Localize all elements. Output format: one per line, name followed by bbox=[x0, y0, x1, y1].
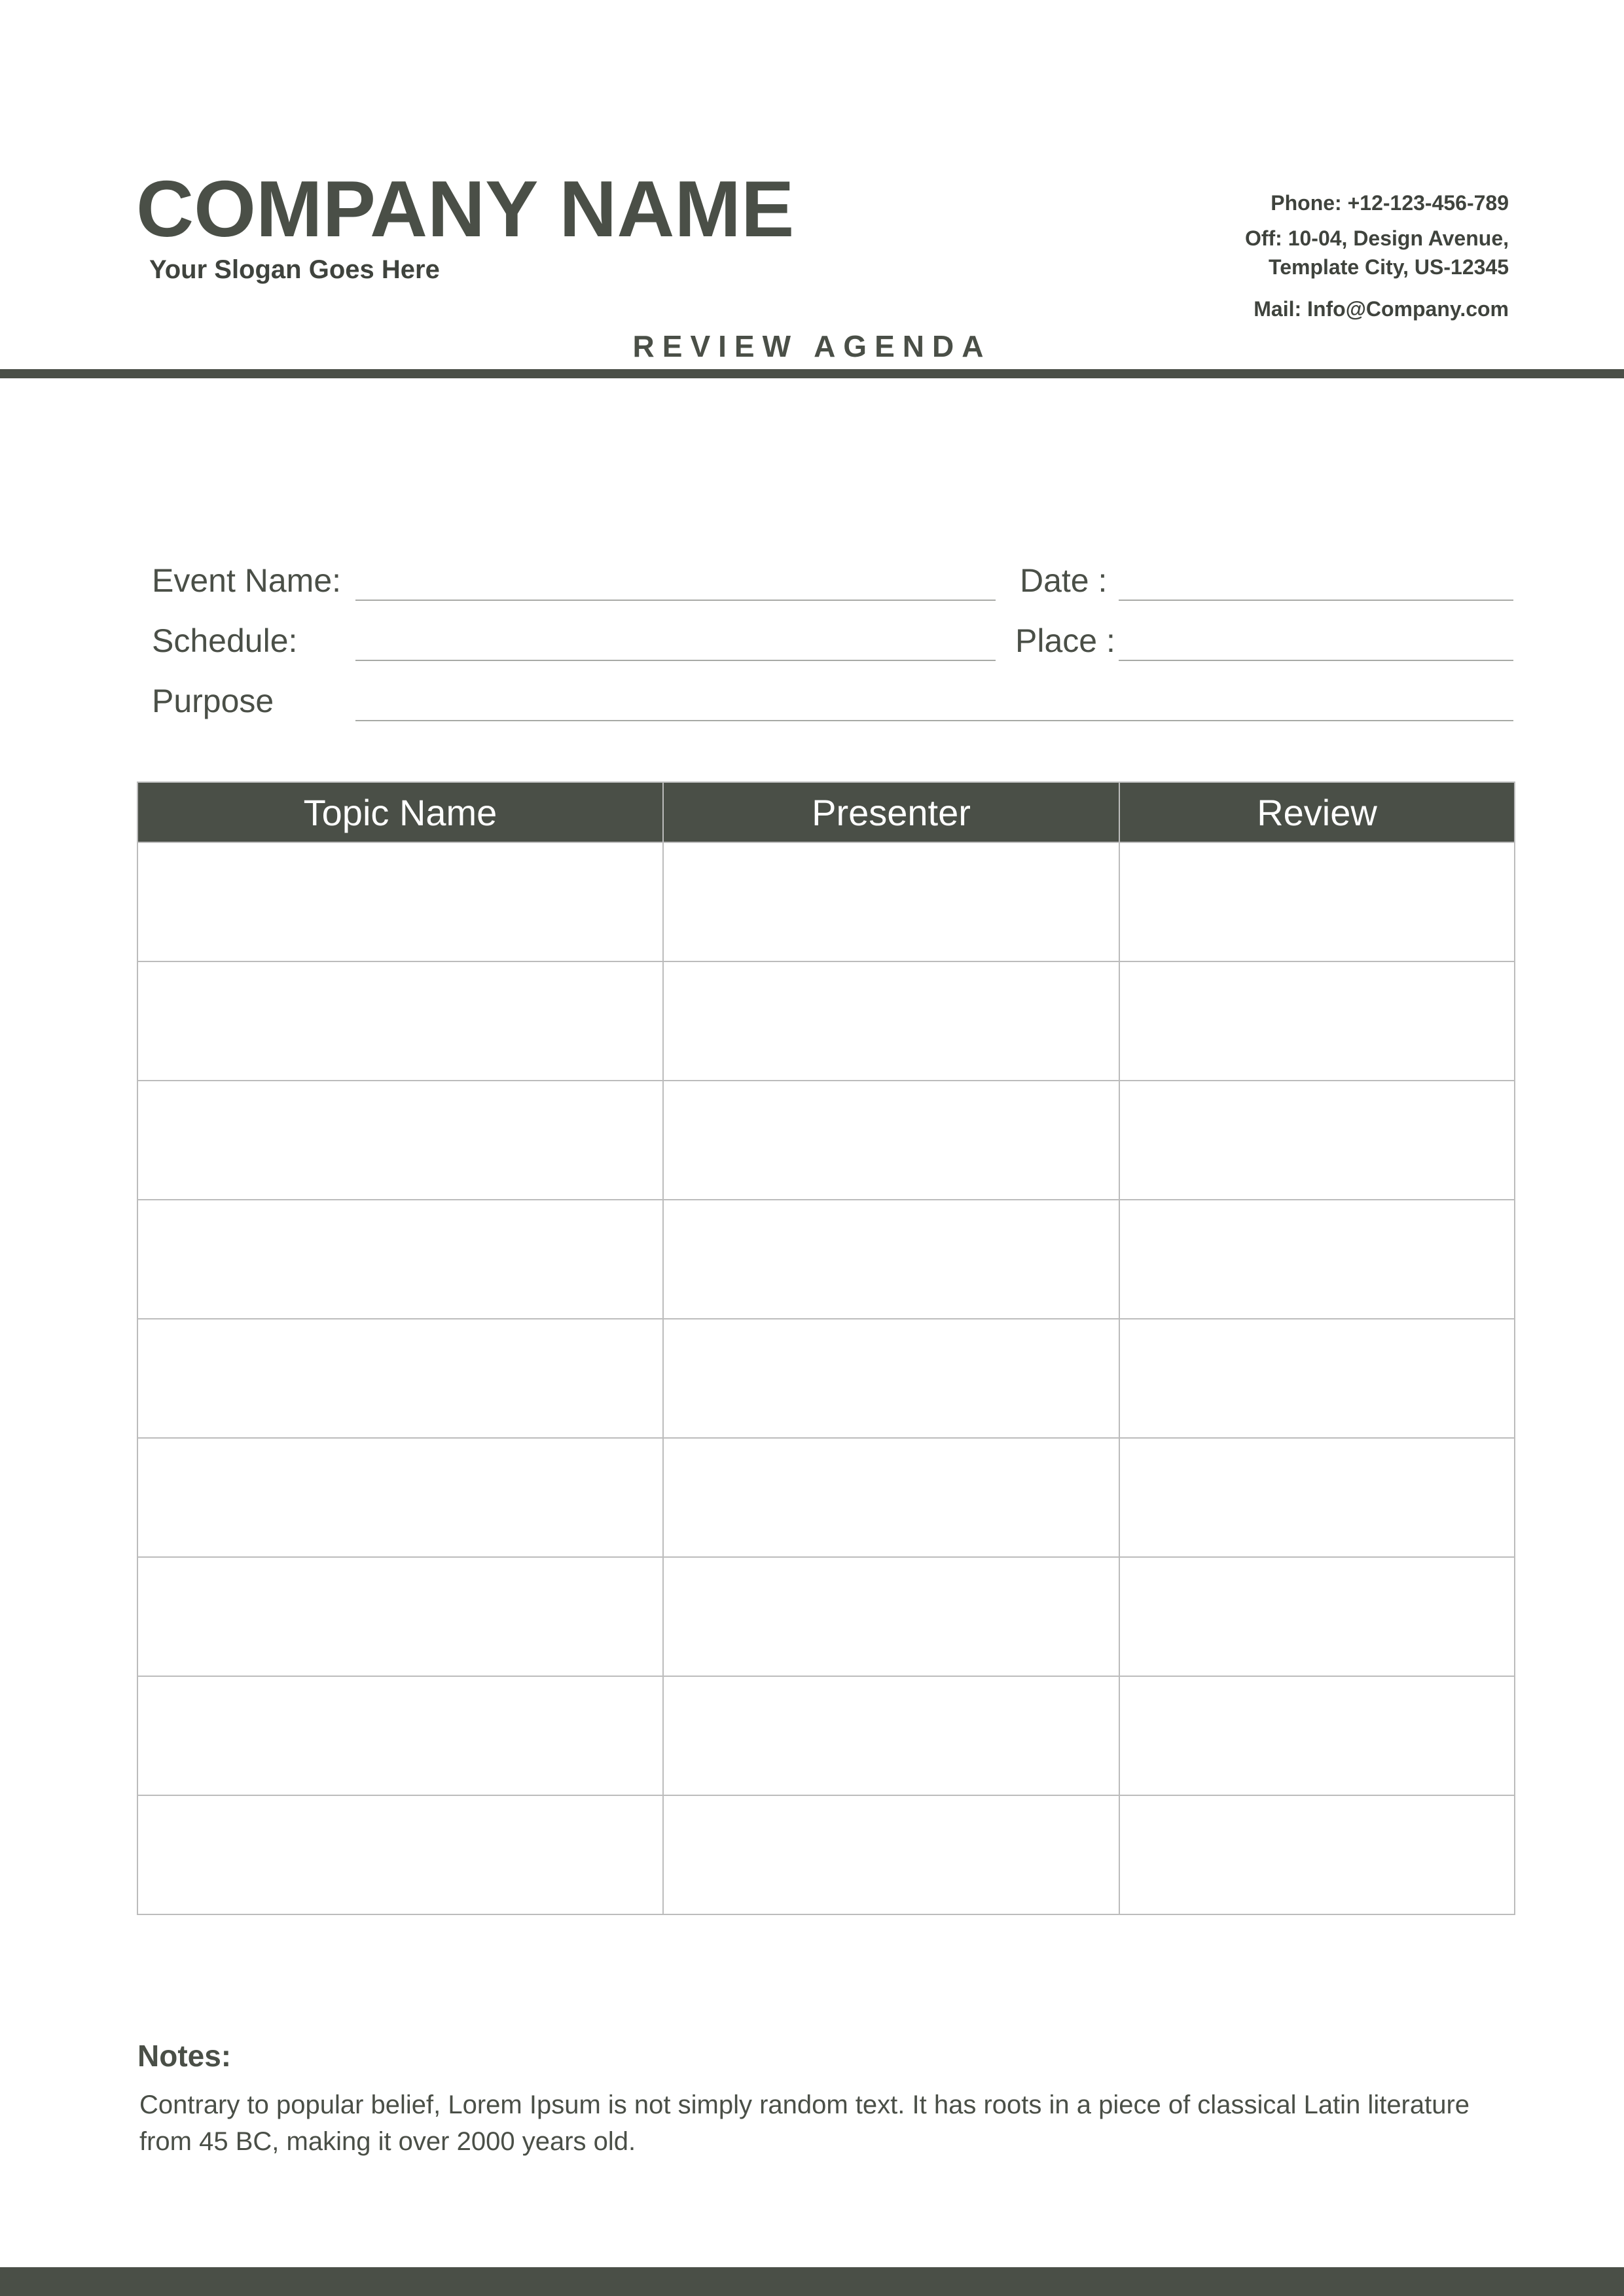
header-divider bbox=[0, 369, 1624, 378]
table-row bbox=[137, 1557, 1515, 1676]
table-row bbox=[137, 1319, 1515, 1438]
table-row bbox=[137, 1795, 1515, 1914]
topic-name-cell[interactable] bbox=[137, 1676, 663, 1795]
table-row bbox=[137, 842, 1515, 961]
schedule-field[interactable] bbox=[355, 660, 996, 661]
presenter-cell[interactable] bbox=[663, 1081, 1119, 1200]
header-presenter: Presenter bbox=[663, 782, 1119, 842]
topic-name-cell[interactable] bbox=[137, 842, 663, 961]
contact-address-line1: Off: 10-04, Design Avenue, bbox=[1244, 226, 1509, 250]
header-review: Review bbox=[1119, 782, 1515, 842]
presenter-cell[interactable] bbox=[663, 1557, 1119, 1676]
purpose-field[interactable] bbox=[355, 720, 1513, 721]
table-row bbox=[137, 1438, 1515, 1557]
review-cell[interactable] bbox=[1119, 1795, 1515, 1914]
purpose-label: Purpose bbox=[152, 683, 274, 719]
date-field[interactable] bbox=[1119, 600, 1513, 601]
table-header-row bbox=[137, 782, 1515, 842]
topic-name-cell[interactable] bbox=[137, 1319, 663, 1438]
footer-bar bbox=[0, 2267, 1624, 2296]
agenda-table bbox=[137, 781, 1515, 1915]
presenter-cell[interactable] bbox=[663, 961, 1119, 1081]
header-topic-name: Topic Name bbox=[137, 782, 663, 842]
notes-heading: Notes: bbox=[137, 2039, 232, 2073]
company-name: COMPANY NAME bbox=[136, 164, 795, 253]
event-name-field[interactable] bbox=[355, 600, 996, 601]
company-slogan: Your Slogan Goes Here bbox=[149, 255, 440, 284]
review-cell[interactable] bbox=[1119, 961, 1515, 1081]
review-cell[interactable] bbox=[1119, 1676, 1515, 1795]
presenter-cell[interactable] bbox=[663, 1200, 1119, 1319]
date-label: Date : bbox=[1020, 562, 1108, 599]
topic-name-cell[interactable] bbox=[137, 961, 663, 1081]
contact-phone: Phone: +12-123-456-789 bbox=[1271, 191, 1509, 215]
review-cell[interactable] bbox=[1119, 1200, 1515, 1319]
review-cell[interactable] bbox=[1119, 1319, 1515, 1438]
topic-name-cell[interactable] bbox=[137, 1795, 663, 1914]
place-label: Place : bbox=[1015, 622, 1115, 659]
topic-name-cell[interactable] bbox=[137, 1200, 663, 1319]
presenter-cell[interactable] bbox=[663, 1319, 1119, 1438]
presenter-cell[interactable] bbox=[663, 1438, 1119, 1557]
table-row bbox=[137, 1200, 1515, 1319]
review-cell[interactable] bbox=[1119, 1081, 1515, 1200]
presenter-cell[interactable] bbox=[663, 1795, 1119, 1914]
review-cell[interactable] bbox=[1119, 1438, 1515, 1557]
notes-body: Contrary to popular belief, Lorem Ipsum is not simply random text. It has roots in a piece of classical Latin literature from 45 BC, making it over 2000 years old. bbox=[139, 2090, 1470, 2156]
presenter-cell[interactable] bbox=[663, 1676, 1119, 1795]
topic-name-cell[interactable] bbox=[137, 1557, 663, 1676]
event-name-label: Event Name: bbox=[152, 562, 342, 599]
topic-name-cell[interactable] bbox=[137, 1438, 663, 1557]
review-cell[interactable] bbox=[1119, 1557, 1515, 1676]
contact-mail: Mail: Info@Company.com bbox=[1254, 297, 1509, 321]
topic-name-cell[interactable] bbox=[137, 1081, 663, 1200]
presenter-cell[interactable] bbox=[663, 842, 1119, 961]
table-row bbox=[137, 961, 1515, 1081]
review-cell[interactable] bbox=[1119, 842, 1515, 961]
schedule-label: Schedule: bbox=[152, 622, 298, 659]
document-title: REVIEW AGENDA bbox=[632, 329, 992, 363]
table-row bbox=[137, 1081, 1515, 1200]
place-field[interactable] bbox=[1119, 660, 1513, 661]
table-row bbox=[137, 1676, 1515, 1795]
contact-address-line2: Template City, US-12345 bbox=[1269, 255, 1509, 279]
